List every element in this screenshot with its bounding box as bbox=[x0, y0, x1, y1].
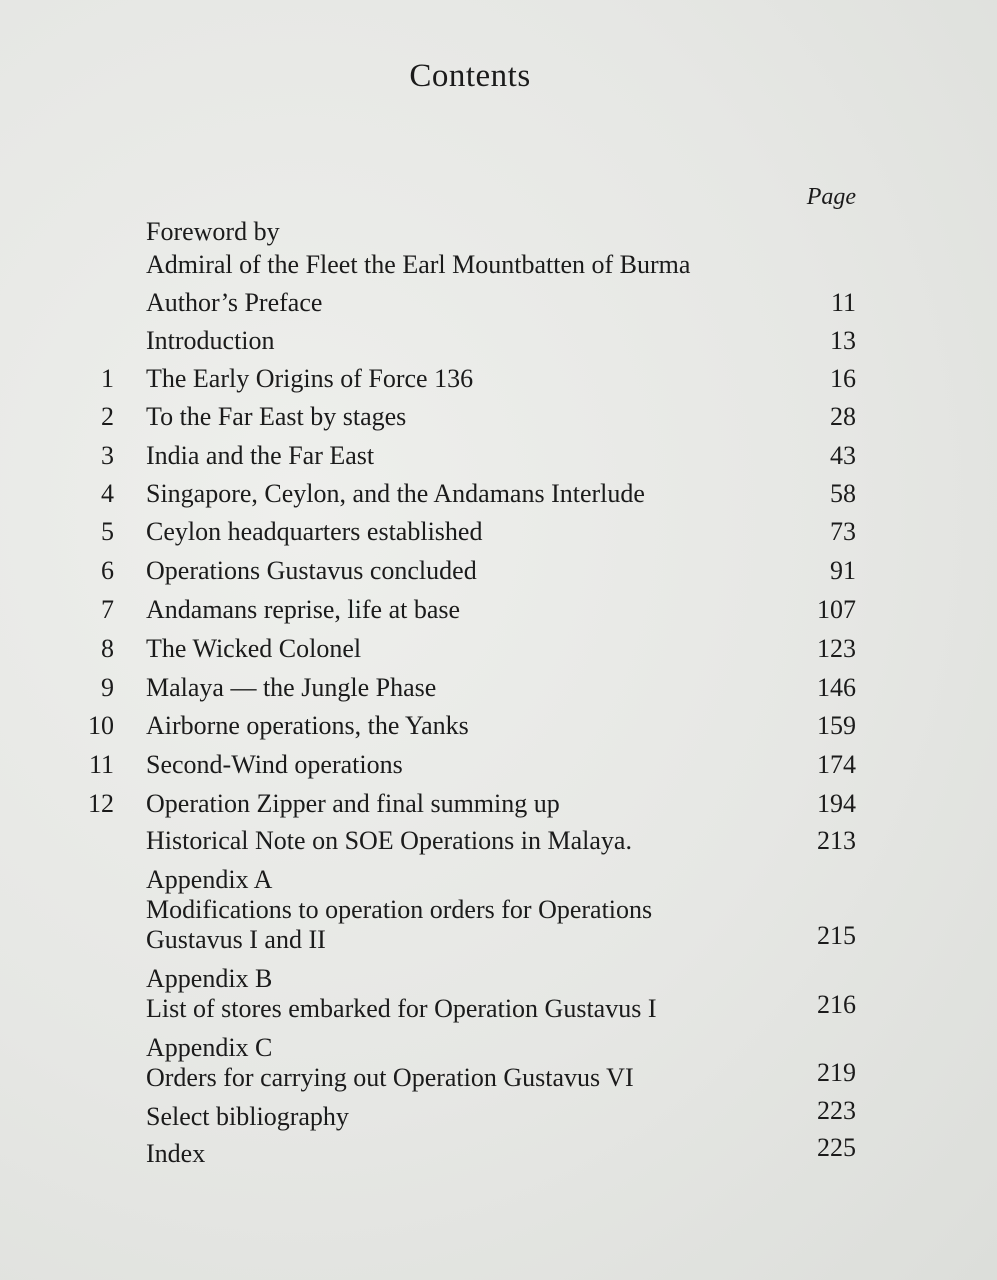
chapter-number: 8 bbox=[101, 634, 114, 663]
page-number: 123 bbox=[817, 634, 856, 663]
toc-entry bbox=[70, 286, 860, 320]
entry-title: Operation Zipper and final summing up bbox=[146, 789, 560, 818]
entry-title: India and the Far East bbox=[146, 441, 375, 470]
entry-title: To the Far East by stages bbox=[146, 402, 407, 431]
appendix-b-page-number: 216 bbox=[817, 990, 856, 1019]
entry-title: Singapore, Ceylon, and the Andamans Interlude bbox=[146, 479, 645, 508]
toc-entry bbox=[70, 748, 860, 782]
toc-entry bbox=[70, 787, 860, 821]
appendix-b-line-1: List of stores embarked for Operation Gustavus I bbox=[146, 994, 657, 1023]
entry-title: Malaya — the Jungle Phase bbox=[146, 673, 437, 702]
chapter-number: 1 bbox=[101, 364, 114, 393]
appendix-a-heading: Appendix A bbox=[146, 865, 273, 894]
chapter-number: 7 bbox=[101, 595, 114, 624]
chapter-number: 6 bbox=[101, 556, 114, 585]
entry-title: The Wicked Colonel bbox=[146, 634, 362, 663]
appendix-c-line-1: Orders for carrying out Operation Gustavus VI bbox=[146, 1063, 634, 1092]
chapter-number: 11 bbox=[88, 750, 114, 779]
page-number: 91 bbox=[830, 556, 856, 585]
page-number: 43 bbox=[830, 441, 856, 470]
page-number: 146 bbox=[817, 673, 856, 702]
appendix-a-line-1: Modifications to operation orders for Operations bbox=[146, 895, 653, 924]
toc-entry bbox=[70, 671, 860, 705]
chapter-number: 5 bbox=[101, 517, 114, 546]
page-number: 213 bbox=[817, 826, 856, 855]
entry-title: Second-Wind operations bbox=[146, 750, 403, 779]
appendix-a-page-number: 215 bbox=[817, 921, 856, 950]
page-number: 194 bbox=[817, 789, 856, 818]
page-column-label: Page bbox=[806, 184, 856, 210]
page-number: 28 bbox=[830, 402, 856, 431]
toc-entry bbox=[70, 362, 860, 396]
page-number: 16 bbox=[830, 364, 856, 393]
page-number: 11 bbox=[830, 288, 856, 317]
appendix-a-line-2: Gustavus I and II bbox=[146, 925, 326, 954]
toc-entry bbox=[70, 439, 860, 473]
page-number: 159 bbox=[817, 711, 856, 740]
entry-title: Operations Gustavus concluded bbox=[146, 556, 477, 585]
appendix-c-page-number: 219 bbox=[817, 1058, 856, 1087]
toc-entry bbox=[70, 477, 860, 511]
foreword-line-1: Foreword by bbox=[146, 217, 280, 246]
bibliography-page-number: 223 bbox=[817, 1096, 856, 1125]
page-number: 58 bbox=[830, 479, 856, 508]
entry-title: Historical Note on SOE Operations in Malaya. bbox=[146, 826, 632, 855]
chapter-number: 4 bbox=[101, 479, 114, 508]
foreword-line-2: Admiral of the Fleet the Earl Mountbatten of Burma bbox=[146, 250, 691, 279]
page-title: Contents bbox=[409, 58, 531, 94]
chapter-number: 12 bbox=[88, 789, 114, 818]
index-title: Index bbox=[146, 1139, 206, 1168]
toc-entry bbox=[70, 400, 860, 434]
chapter-number: 3 bbox=[101, 441, 114, 470]
appendix-c-heading: Appendix C bbox=[146, 1033, 273, 1062]
chapter-number: 9 bbox=[101, 673, 114, 702]
page-number: 73 bbox=[830, 517, 856, 546]
toc-entry bbox=[70, 632, 860, 666]
toc-entry bbox=[70, 709, 860, 743]
page-number: 13 bbox=[830, 326, 856, 355]
page-number: 174 bbox=[817, 750, 856, 779]
chapter-number: 2 bbox=[101, 402, 114, 431]
appendix-b-heading: Appendix B bbox=[146, 964, 273, 993]
toc-entry bbox=[70, 593, 860, 627]
bibliography-title: Select bibliography bbox=[146, 1102, 349, 1131]
toc-entry bbox=[70, 324, 860, 358]
toc-entry bbox=[70, 515, 860, 549]
entry-title: Ceylon headquarters established bbox=[146, 517, 483, 546]
toc-entry bbox=[70, 554, 860, 588]
entry-title: Introduction bbox=[146, 326, 275, 355]
entry-title: Author’s Preface bbox=[146, 288, 323, 317]
index-page-number: 225 bbox=[817, 1133, 856, 1162]
entry-title: The Early Origins of Force 136 bbox=[146, 364, 474, 393]
entry-title: Airborne operations, the Yanks bbox=[146, 711, 469, 740]
chapter-number: 10 bbox=[88, 711, 114, 740]
toc-entry bbox=[70, 824, 860, 858]
entry-title: Andamans reprise, life at base bbox=[146, 595, 461, 624]
page-number: 107 bbox=[817, 595, 856, 624]
